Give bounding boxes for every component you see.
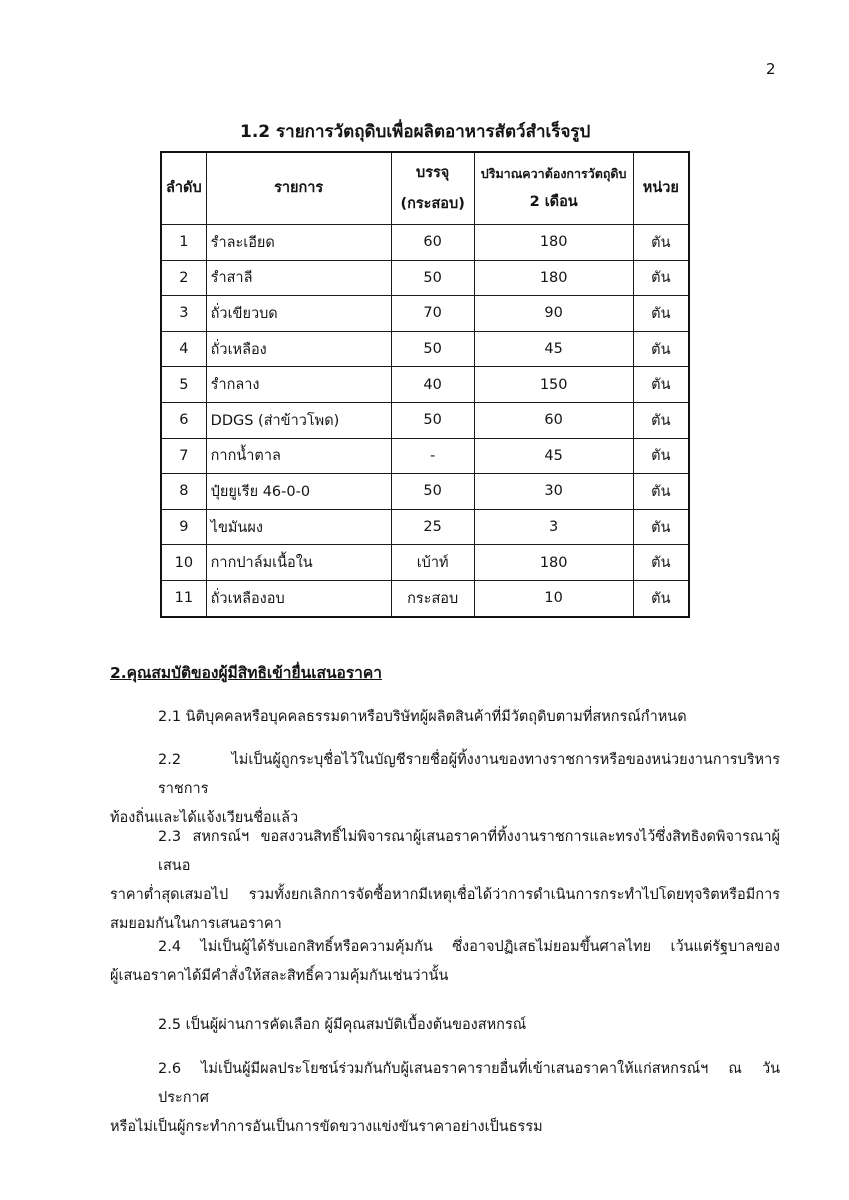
header-no: ลำดับ — [161, 152, 206, 225]
cell-item: รำละเอียด — [206, 225, 391, 261]
cell-pack: 25 — [391, 509, 474, 545]
table-row — [161, 225, 689, 261]
cell-unit: ตัน — [633, 545, 689, 581]
table-row — [161, 509, 689, 545]
paragraph-2-2-line-2: ท้องถิ่นและได้แจ้งเวียนชื่อแล้ว — [110, 810, 299, 826]
paragraph-2-3 — [110, 823, 780, 939]
page-number: 2 — [766, 60, 776, 78]
table-row — [161, 260, 689, 296]
cell-unit: ตัน — [633, 580, 689, 616]
cell-no: 11 — [161, 580, 206, 616]
header-unit: หน่วย — [633, 152, 689, 225]
table-title: 1.2 รายการวัตถุดิบเพื่อผลิตอาหารสัตว์สำเร็จรูป — [240, 122, 591, 142]
paragraph-2-4-line-2: ผู้เสนอราคาได้มีคำสั่งให้สละสิทธิ์ความคุ้มกันเช่นว่านั้น — [110, 968, 449, 984]
header-pack-line1: บรรจุ — [416, 165, 450, 182]
cell-item: รำกลาง — [206, 367, 391, 403]
cell-pack: - — [391, 438, 474, 474]
paragraph-2-1 — [110, 703, 780, 732]
cell-pack: 70 — [391, 296, 474, 332]
cell-qty: 90 — [474, 296, 633, 332]
cell-item: กากน้ำตาล — [206, 438, 391, 474]
table-row — [161, 580, 689, 616]
cell-unit: ตัน — [633, 296, 689, 332]
cell-no: 9 — [161, 509, 206, 545]
paragraph-2-1-line-1: 2.1 นิติบุคคลหรือบุคคลธรรมดาหรือบริษัทผู้ผลิตสินค้าที่มีวัตถุดิบตามที่สหกรณ์กำหนด — [158, 709, 687, 725]
header-pack-line2: (กระสอบ) — [400, 195, 465, 212]
table-header-row — [161, 152, 689, 225]
header-qty — [474, 152, 633, 225]
cell-item: ไขมันผง — [206, 509, 391, 545]
cell-qty: 45 — [474, 331, 633, 367]
cell-unit: ตัน — [633, 438, 689, 474]
paragraph-2-5 — [110, 1011, 780, 1040]
cell-item: ปุ๋ยยูเรีย 46-0-0 — [206, 474, 391, 510]
cell-pack: กระสอบ — [391, 580, 474, 616]
paragraph-2-6 — [110, 1055, 780, 1142]
cell-unit: ตัน — [633, 367, 689, 403]
cell-unit: ตัน — [633, 509, 689, 545]
cell-unit: ตัน — [633, 225, 689, 261]
cell-no: 8 — [161, 474, 206, 510]
cell-pack: 50 — [391, 260, 474, 296]
cell-qty: 150 — [474, 367, 633, 403]
cell-item: ถั่วเขียวบด — [206, 296, 391, 332]
table-body — [161, 225, 689, 617]
cell-item: กากปาล์มเนื้อใน — [206, 545, 391, 581]
table-row — [161, 367, 689, 403]
paragraph-2-2-line-1: 2.2 ไม่เป็นผู้ถูกระบุชื่อไว้ในบัญชีรายชื่อผู้ทิ้งงานของทางราชการหรือของหน่วยงานการบริหารราชการ — [158, 752, 780, 797]
table-row — [161, 331, 689, 367]
cell-no: 4 — [161, 331, 206, 367]
cell-pack: 50 — [391, 474, 474, 510]
section-2-heading: 2.คุณสมบัติของผู้มีสิทธิเข้ายื่นเสนอราคา — [110, 664, 382, 682]
table-row — [161, 402, 689, 438]
paragraph-2-3-line-2: ราคาต่ำสุดเสมอไป รวมทั้งยกเลิกการจัดซื้อหากมีเหตุเชื่อได้ว่าการดำเนินการกระทำไปโดยทุจริตหรือมีการ — [110, 887, 780, 903]
cell-no: 6 — [161, 402, 206, 438]
paragraph-2-4 — [110, 933, 780, 991]
paragraph-2-6-line-1: 2.6 ไม่เป็นผู้มีผลประโยชน์ร่วมกันกับผู้เสนอราคารายอื่นที่เข้าเสนอราคาให้แก่สหกรณ์ฯ ณ วันประกาศ — [158, 1061, 780, 1106]
cell-no: 1 — [161, 225, 206, 261]
cell-pack: 50 — [391, 402, 474, 438]
cell-qty: 45 — [474, 438, 633, 474]
cell-qty: 3 — [474, 509, 633, 545]
cell-pack: 60 — [391, 225, 474, 261]
cell-unit: ตัน — [633, 474, 689, 510]
paragraph-2-3-line-3: สมยอมกันในการเสนอราคา — [110, 916, 282, 932]
cell-qty: 60 — [474, 402, 633, 438]
table-row — [161, 474, 689, 510]
header-item: รายการ — [206, 152, 391, 225]
paragraph-2-6-line-2: หรือไม่เป็นผู้กระทำการอันเป็นการขัดขวางแข่งขันราคาอย่างเป็นธรรม — [110, 1119, 543, 1135]
cell-no: 7 — [161, 438, 206, 474]
materials-table — [160, 151, 690, 618]
paragraph-2-2 — [110, 746, 780, 833]
table-row — [161, 296, 689, 332]
paragraph-2-5-line-1: 2.5 เป็นผู้ผ่านการคัดเลือก ผู้มีคุณสมบัติเบื้องต้นของสหกรณ์ — [158, 1017, 527, 1033]
header-pack — [391, 152, 474, 225]
table-row — [161, 545, 689, 581]
cell-qty: 30 — [474, 474, 633, 510]
cell-pack: 40 — [391, 367, 474, 403]
cell-item: ถั่วเหลืองอบ — [206, 580, 391, 616]
header-qty-line1: ปริมาณควาต้องการวัตถุดิบ — [480, 165, 627, 181]
cell-unit: ตัน — [633, 402, 689, 438]
cell-qty: 180 — [474, 225, 633, 261]
cell-unit: ตัน — [633, 260, 689, 296]
paragraph-2-4-line-1: 2.4 ไม่เป็นผู้ได้รับเอกสิทธิ์หรือความคุ้มกัน ซึ่งอาจปฏิเสธไม่ยอมขึ้นศาลไทย เว้นแต่รัฐบาลของ — [158, 939, 780, 955]
header-qty-line2: 2 เดือน — [529, 194, 578, 211]
cell-no: 10 — [161, 545, 206, 581]
cell-no: 2 — [161, 260, 206, 296]
cell-qty: 10 — [474, 580, 633, 616]
cell-pack: เบ้าท์ — [391, 545, 474, 581]
cell-unit: ตัน — [633, 331, 689, 367]
cell-no: 3 — [161, 296, 206, 332]
paragraph-2-3-line-1: 2.3 สหกรณ์ฯ ขอสงวนสิทธิ์ไม่พิจารณาผู้เสนอราคาที่ทิ้งงานราชการและทรงไว้ซึ่งสิทธิงดพิจารณาผู้เสนอ — [158, 829, 780, 874]
cell-qty: 180 — [474, 260, 633, 296]
cell-item: ถั่วเหลือง — [206, 331, 391, 367]
table-row — [161, 438, 689, 474]
cell-no: 5 — [161, 367, 206, 403]
cell-item: DDGS (ส่าข้าวโพด) — [206, 402, 391, 438]
cell-qty: 180 — [474, 545, 633, 581]
cell-pack: 50 — [391, 331, 474, 367]
cell-item: รำสาลี — [206, 260, 391, 296]
